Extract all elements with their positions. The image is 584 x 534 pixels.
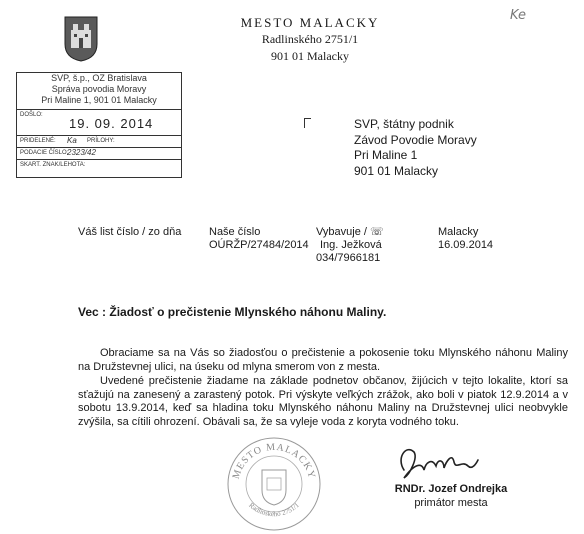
- ref-your-letter-label: Váš list číslo / zo dňa: [78, 226, 182, 238]
- letterhead-city: MESTO MALACKY: [240, 15, 380, 30]
- signatory-title: primátor mesta: [414, 497, 488, 509]
- ref-handled-col: [316, 226, 384, 265]
- subject-line: [78, 305, 386, 319]
- stamp-received-row: [17, 110, 181, 136]
- received-stamp: [16, 72, 182, 178]
- ref-handled-label: Vybavuje / ☏: [316, 226, 384, 238]
- seal-crest-icon: [262, 470, 286, 505]
- svg-text:Radlinského 2751/1: [247, 501, 301, 518]
- stamp-reg-value: 2323/42: [67, 148, 96, 157]
- stamp-reg-label: PODACIE ČÍSLO:: [20, 150, 69, 156]
- ref-our-number: OÚRŽP/27484/2014: [209, 239, 309, 251]
- stamp-received-date: 19. 09. 2014: [69, 116, 154, 131]
- city-coat-of-arms-icon: [64, 16, 98, 62]
- ref-our-number-label: Naše číslo: [209, 226, 261, 238]
- stamp-handled-label: PRIDELENÉ:: [20, 138, 56, 144]
- letterhead-street: Radlinského 2751/1: [261, 32, 359, 46]
- handwritten-corner-mark: Ke: [510, 8, 527, 23]
- letterhead-postal: 901 01 Malacky: [271, 49, 349, 63]
- stamp-reg-row: [17, 148, 181, 160]
- stamp-org-line3: Pri Maline 1, 901 01 Malacky: [41, 95, 157, 105]
- stamp-file-label: SKART. ZNAK/LEHOTA:: [20, 162, 86, 168]
- recipient-line1: SVP, štátny podnik: [354, 117, 454, 131]
- letterhead: [160, 14, 460, 65]
- stamp-attach-label: PRÍLOHY:: [87, 138, 115, 144]
- subject-text: Žiadosť o prečistenie Mlynského náhonu Maliny.: [109, 305, 387, 319]
- subject-label: Vec :: [78, 305, 107, 319]
- stamp-handled-value: Ka: [67, 136, 77, 145]
- ref-place: Malacky: [438, 226, 479, 238]
- recipient-line2: Závod Povodie Moravy: [354, 132, 477, 147]
- stamp-handled-row: [17, 136, 181, 148]
- ref-date: 16.09.2014: [438, 239, 494, 251]
- seal-bottom-text: Radlinského 2751/1: [247, 501, 301, 519]
- body-paragraph-1: Obraciame sa na Vás so žiadosťou o prečistenie a pokosenie toku Mlynského náhonu Maliny na Družstevnej ulici, na úseku od mlyna smerom von z mesta.: [78, 347, 568, 373]
- ref-date-col: [438, 226, 493, 252]
- stamp-file-row: [17, 160, 181, 171]
- stamp-received-label: DOŠLO:: [20, 112, 43, 118]
- ref-our-number-col: [209, 226, 309, 252]
- city-seal: [224, 432, 324, 532]
- ref-phone: 034/7966181: [316, 252, 381, 264]
- handwritten-signature-icon: [392, 440, 482, 488]
- address-bracket: [304, 118, 311, 128]
- stamp-org-line2: Správa povodia Moravy: [51, 84, 147, 94]
- stamp-header: [17, 73, 181, 110]
- seal-top-text: MESTO MALACKY: [230, 441, 318, 481]
- body-paragraph-2: Uvedené prečistenie žiadame na základe podnetov občanov, žijúcich v tejto lokalite, ktorí sa sťažujú na zanesený a zarastený potok. Pri výskyte veľkých zrážok, ako boli v piatok 12.9.2014 a v sobotu 13.9.2014, keď sa hladina toku Mlynského náhonu Maliny na Družstevnej ulici neobvykle zvýšila, sa cítili ohrození. Obávali sa, že sa vyleje voda z koryta vodného toku.: [78, 375, 568, 428]
- recipient-address: [354, 117, 477, 179]
- recipient-line4: 901 01 Malacky: [354, 163, 439, 178]
- ref-handled-by: Ing. Ježková: [320, 239, 382, 251]
- signatory-name: RNDr. Jozef Ondrejka: [394, 483, 508, 495]
- stamp-org-line1: SVP, š.p., OZ Bratislava: [51, 73, 147, 83]
- letter-body: [78, 347, 568, 430]
- signatory-block: [376, 482, 526, 510]
- recipient-line3: Pri Maline 1: [354, 148, 418, 162]
- svg-text:MESTO MALACKY: [231, 442, 318, 481]
